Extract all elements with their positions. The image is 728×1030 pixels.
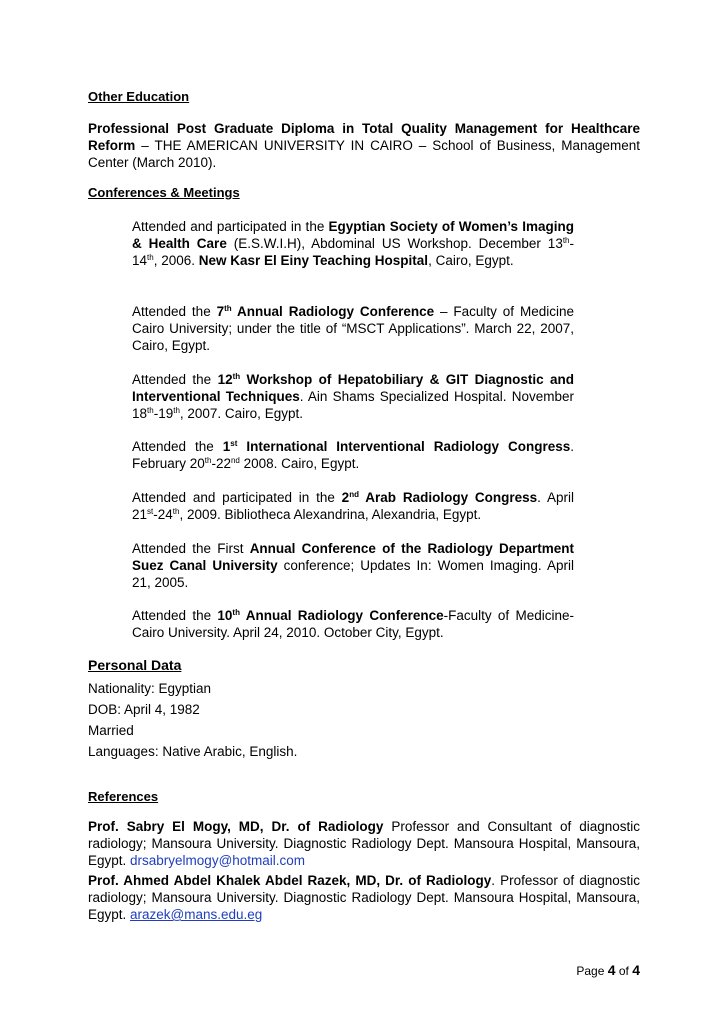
page-number-footer: Page 4 of 4 xyxy=(576,962,640,978)
reference-2: Prof. Ahmed Abdel Khalek Abdel Razek, MD, Dr. of Radiology. Professor of diagnostic radiology; Mansoura University. Diagnostic Radiology Dept. Mansoura Hospital, Mansoura, Egypt. arazek@mans.edu.eg xyxy=(88,873,640,922)
languages: Languages: Native Arabic, English. xyxy=(88,744,298,759)
diploma-title: Professional Post Graduate Diploma in Total Quality Management for Healthcare Reform xyxy=(88,121,640,153)
marital-status: Married xyxy=(88,723,134,738)
conference-item: Attended the 1st International Interventional Radiology Congress. February 20th-22nd 2008. Cairo, Egypt. xyxy=(132,439,574,471)
date-of-birth: DOB: April 4, 1982 xyxy=(88,702,200,717)
section-heading-conferences: Conferences & Meetings xyxy=(88,185,240,200)
conference-item: Attended the First Annual Conference of the Radiology Department Suez Canal University conference; Updates In: Women Imaging. April 21, 2005. xyxy=(132,541,575,590)
section-heading-references: References xyxy=(88,789,159,804)
conference-item: Attended the 12th Workshop of Hepatobiliary & GIT Diagnostic and Interventional Techniques. Ain Shams Specialized Hospital. November 18th-19th, 2007. Cairo, Egypt. xyxy=(132,372,575,421)
conference-item: Attended the 7th Annual Radiology Conference – Faculty of Medicine Cairo University; under the title of “MSCT Applications”. March 22, 2007, Cairo, Egypt. xyxy=(132,304,574,353)
conference-item: Attended the 10th Annual Radiology Conference-Faculty of Medicine-Cairo University. April 24, 2010. October City, Egypt. xyxy=(132,608,574,640)
diploma-paragraph xyxy=(88,120,640,171)
conference-item: Attended and participated in the Egyptian Society of Women’s Imaging & Health Care (E.S.W.I.H), Abdominal US Workshop. December 13th-14th, 2006. New Kasr El Einy Teaching Hospital, Cairo, Egypt. xyxy=(132,219,574,268)
reference-1-name: Prof. Sabry El Mogy, MD, Dr. of Radiology xyxy=(88,819,384,834)
section-heading-personal-data: Personal Data xyxy=(88,657,182,673)
reference-2-name: Prof. Ahmed Abdel Khalek Abdel Razek, MD, Dr. of Radiology xyxy=(88,873,492,888)
reference-2-email[interactable]: arazek@mans.edu.eg xyxy=(130,907,263,922)
diploma-details: – THE AMERICAN UNIVERSITY IN CAIRO – School of Business, Management Center (March 2010). xyxy=(88,138,640,170)
reference-1-email[interactable]: drsabryelmogy@hotmail.com xyxy=(130,853,306,868)
nationality: Nationality: Egyptian xyxy=(88,681,212,696)
conference-item: Attended and participated in the 2nd Arab Radiology Congress. April 21st-24th, 2009. Bibliotheca Alexandrina, Alexandria, Egypt. xyxy=(132,490,574,522)
section-heading-other-education: Other Education xyxy=(88,89,190,104)
reference-1: Prof. Sabry El Mogy, MD, Dr. of Radiology Professor and Consultant of diagnostic radiology; Mansoura University. Diagnostic Radiology Dept. Mansoura Hospital, Mansoura, Egypt. drsabryelmogy@hotmail.com xyxy=(88,819,640,868)
